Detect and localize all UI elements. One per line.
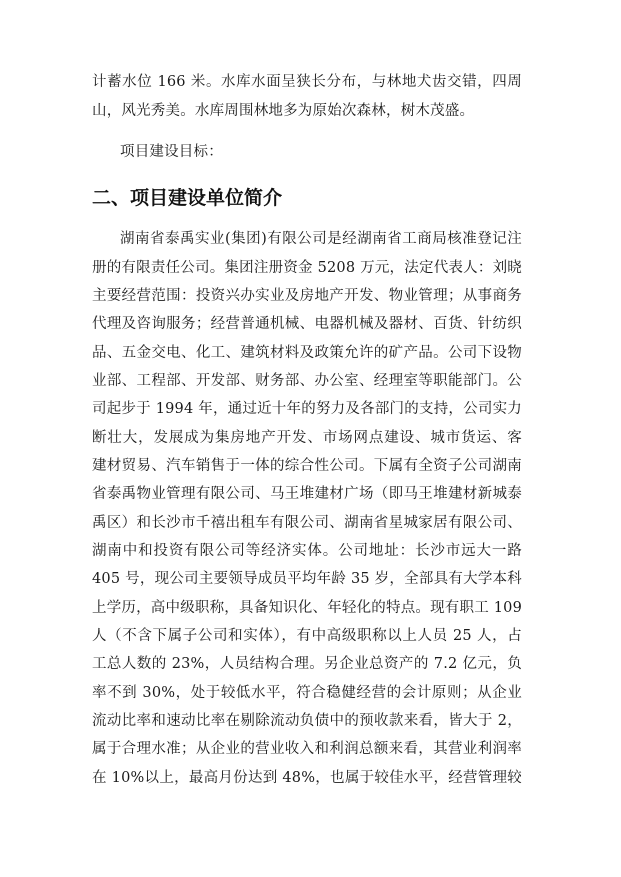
body-line: 属于合理水准；从企业的营业收入和利润总额来看，其营业利润率 [92,741,522,757]
body-line: 湖南省泰禹实业(集团)有限公司是经湖南省工商局核准登记注 [120,231,522,247]
body-line: 省泰禹物业管理有限公司、马王堆建材广场（即马王堆建材新城泰 [92,486,522,502]
body-line: 司起步于 1994 年，通过近十年的努力及各部门的支持，公司实力 [92,401,522,417]
project-target-label: 项目建设目标： [120,144,223,160]
body-line: 断壮大，发展成为集房地产开发、市场网点建设、城市货运、客 [92,430,522,446]
body-line: 405 号，现公司主要领导成员平均年龄 35 岁，全部具有大学本科 [92,571,522,587]
body-line: 率不到 30%，处于较低水平，符合稳健经营的会计原则；从企业 [92,685,522,701]
body-line: 业部、工程部、开发部、财务部、办公室、经理室等职能部门。公 [92,373,522,389]
body-line: 上学历，高中级职称，具备知识化、年轻化的特点。现有职工 109 [92,600,522,616]
body-line: 品、五金交电、化工、建筑材料及政策允许的矿产品。公司下设物 [92,345,522,361]
section-heading: 二、项目建设单位简介 [92,187,283,209]
body-line: 工总人数的 23%，人员结构合理。另企业总资产的 7.2 亿元，负 [92,656,522,672]
intro-line-2: 山，风光秀美。水库周围林地多为原始次森林，树木茂盛。 [92,103,475,119]
body-line: 代理及咨询服务；经营普通机械、电器机械及器材、百货、针纺织 [92,316,522,332]
body-line: 在 10%以上，最高月份达到 48%，也属于较佳水平，经营管理较 [92,770,522,786]
body-line: 册的有限责任公司。集团注册资金 5208 万元，法定代表人：刘晓 [92,260,522,276]
body-line: 人（不含下属子公司和实体），有中高级职称以上人员 25 人，占 [92,628,522,644]
intro-line-1: 计蓄水位 166 米。水库水面呈狭长分布，与林地犬齿交错，四周 [92,74,522,90]
body-line: 主要经营范围：投资兴办实业及房地产开发、物业管理；从事商务 [92,288,522,304]
body-line: 湖南中和投资有限公司等经济实体。公司地址：长沙市远大一路 [92,543,522,559]
body-line: 禹区）和长沙市千禧出租车有限公司、湖南省星城家居有限公司、 [92,515,522,531]
body-line: 流动比率和速动比率在剔除流动负债中的预收款来看，皆大于 2， [92,713,522,729]
body-line: 建材贸易、汽车销售于一体的综合性公司。下属有全资子公司湖南 [92,458,522,474]
